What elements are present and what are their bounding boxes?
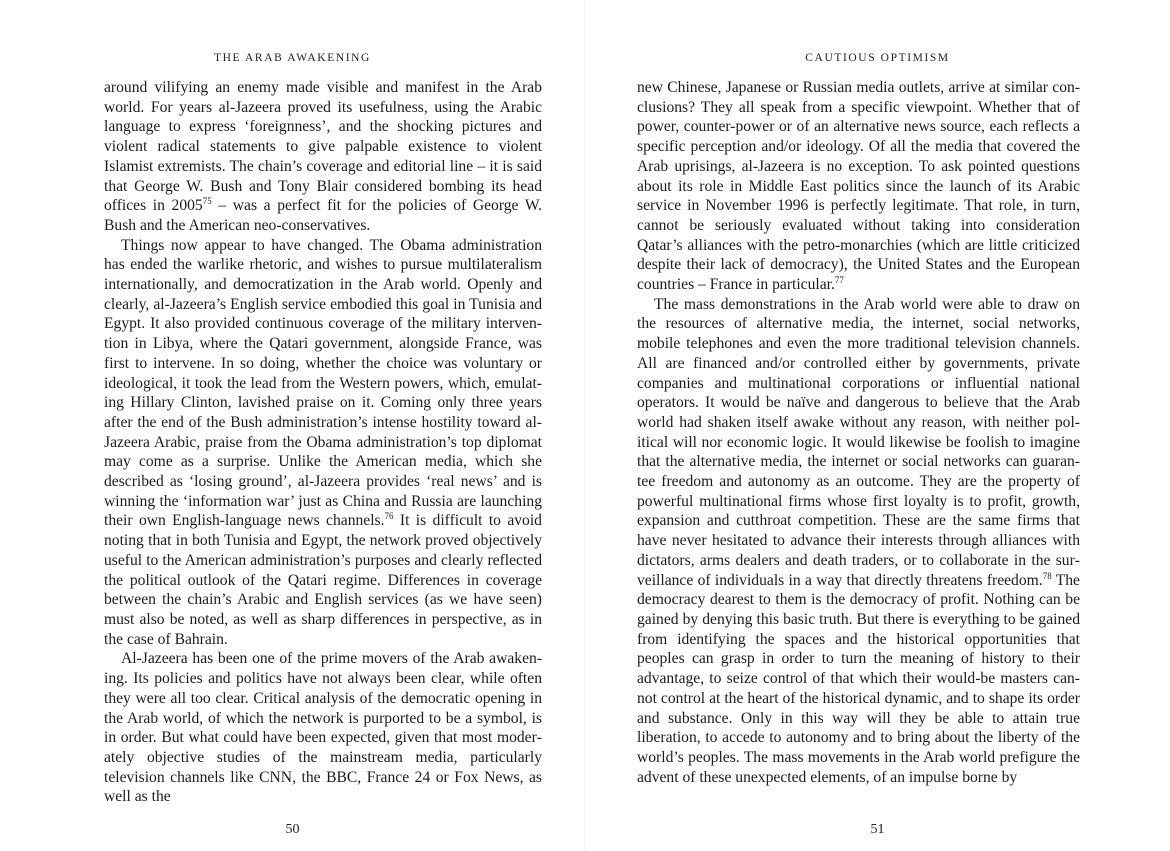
- paragraph-text: The democracy dearest to them is the democracy of profit. Nothing can be gained by denying this basic truth. But there is everything to be gained from identifying the spaces and the historical opportunities that peoples can grasp in order to turn the meaning of history to their advantage, to seize control of that which their would-be masters cannot control at the heart of the historical dynamic, and to shape its order and substance. Only in this way will they be able to attain true liberation, to accede to autonomy and to bring about the liberty of the world’s peoples. The mass movements in the Arab world prefigure the advent of these unexpected elements, of an impulse borne by: [637, 571, 1080, 786]
- paragraph: [104, 236, 542, 650]
- paragraph: [104, 78, 542, 236]
- footnote-ref: 75: [202, 196, 212, 207]
- running-head-left: THE ARAB AWAKENING: [214, 52, 371, 64]
- body-text-right: [637, 78, 1080, 787]
- footnote-ref: 76: [384, 511, 394, 522]
- paragraph-text: The mass demonstrations in the Arab world were able to draw on the resources of alternative media, the internet, social networks, mobile telephones and even the more traditional television channels. All are financed and/or controlled either by governments, private companies and multinational corporations or influential national operators. It would be naïve and dangerous to believe that the Arab world had shaken itself awake without any reason, with neither political will nor economic logic. It would likewise be foolish to imagine that the alternative media, the internet or social networks can guarantee freedom and autonomy as an outcome. They are the property of powerful multinational firms whose first loyalty is to profit, growth, expansion and cutthroat competition. These are the same firms that have never hesitated to advance their interests through alliances with dictators, arms dealers and death traders, or to collaborate in the surveillance of individuals in a way that directly threatens freedom.: [637, 295, 1080, 589]
- page-number-right: 51: [870, 822, 885, 837]
- paragraph: [637, 78, 1080, 295]
- page-number-left: 50: [285, 822, 300, 837]
- paragraph-text: new Chinese, Japanese or Russian media outlets, arrive at similar conclusions? They all speak from a specific viewpoint. Whether that of power, counter-power or of an alternative news source, each reflects a specific perception and/or ideology. Of all the media that covered the Arab uprisings, al-Jazeera is no exception. To ask pointed questions about its role in Middle East politics since the launch of its Arabic service in November 1996 is perfectly legitimate. That role, in turn, cannot be seriously evaluated without taking into consideration Qatar’s alliances with the petro-monarchies (which are little criticized despite their lack of democracy), the United States and the European countries – France in particular.: [637, 79, 1080, 294]
- paragraph-text: – was a perfect fit for the policies of George W. Bush and the American neo-conservatives.: [104, 197, 542, 234]
- footnote-ref: 78: [1042, 570, 1052, 581]
- paragraph: [104, 649, 542, 807]
- running-head-right: CAUTIOUS OPTIMISM: [805, 52, 950, 64]
- paragraph-text: Things now appear to have changed. The Obama administration has ended the warlike rhetoric, and wishes to pursue multilateralism internationally, and democratization in the Arab world. Openly and clearly, al-Jazeera’s English service embodied this goal in Tunisia and Egypt. It also provided continuous coverage of the military intervention in Libya, where the Qatari government, alongside France, was first to intervene. In so doing, whether the choice was voluntary or ideological, it took the lead from the Western powers, which, emulating Hillary Clinton, lavished praise on it. Coming only three years after the end of the Bush administration’s intense hostility toward al-Jazeera Arabic, praise from the Obama administration’s top diplomat may come as a surprise. Unlike the American media, which she described as ‘losing ground’, al-Jazeera provides ‘real news’ and is winning the ‘information war’ just as China and Russia are launching their own English-language news channels.: [104, 236, 542, 530]
- paragraph: [637, 295, 1080, 788]
- footnote-ref: 77: [834, 274, 844, 285]
- paragraph-text: around vilifying an enemy made visible and manifest in the Arab world. For years al-Jazeera proved its usefulness, using the Arabic language to express ‘foreignness’, and the shocking pictures and violent radical statements to give palpable existence to violent Islamist extremists. The chain’s coverage and editorial line – it is said that George W. Bush and Tony Blair considered bombing its head offices in 2005: [104, 79, 542, 215]
- paragraph-text: It is difficult to avoid noting that in both Tunisia and Egypt, the network proved objectively useful to the American administration’s purposes and clearly reflected the political outlook of the Qatari regime. Differences in coverage between the chain’s Arabic and English services (as we have seen) must also be noted, as well as sharp differences in perspective, as in the case of Bahrain.: [104, 512, 542, 648]
- right-page: [585, 0, 1170, 851]
- body-text-left: [104, 78, 542, 807]
- paragraph-text: Al-Jazeera has been one of the prime movers of the Arab awakening. Its policies and politics have not always been clear, while often they were all too clear. Critical analysis of the democratic opening in the Arab world, of which the network is purported to be a symbol, is in order. But what could have been expected, given that most moderately objective studies of the mainstream media, particularly television channels like CNN, the BBC, France 24 or Fox News, as well as the: [104, 650, 542, 806]
